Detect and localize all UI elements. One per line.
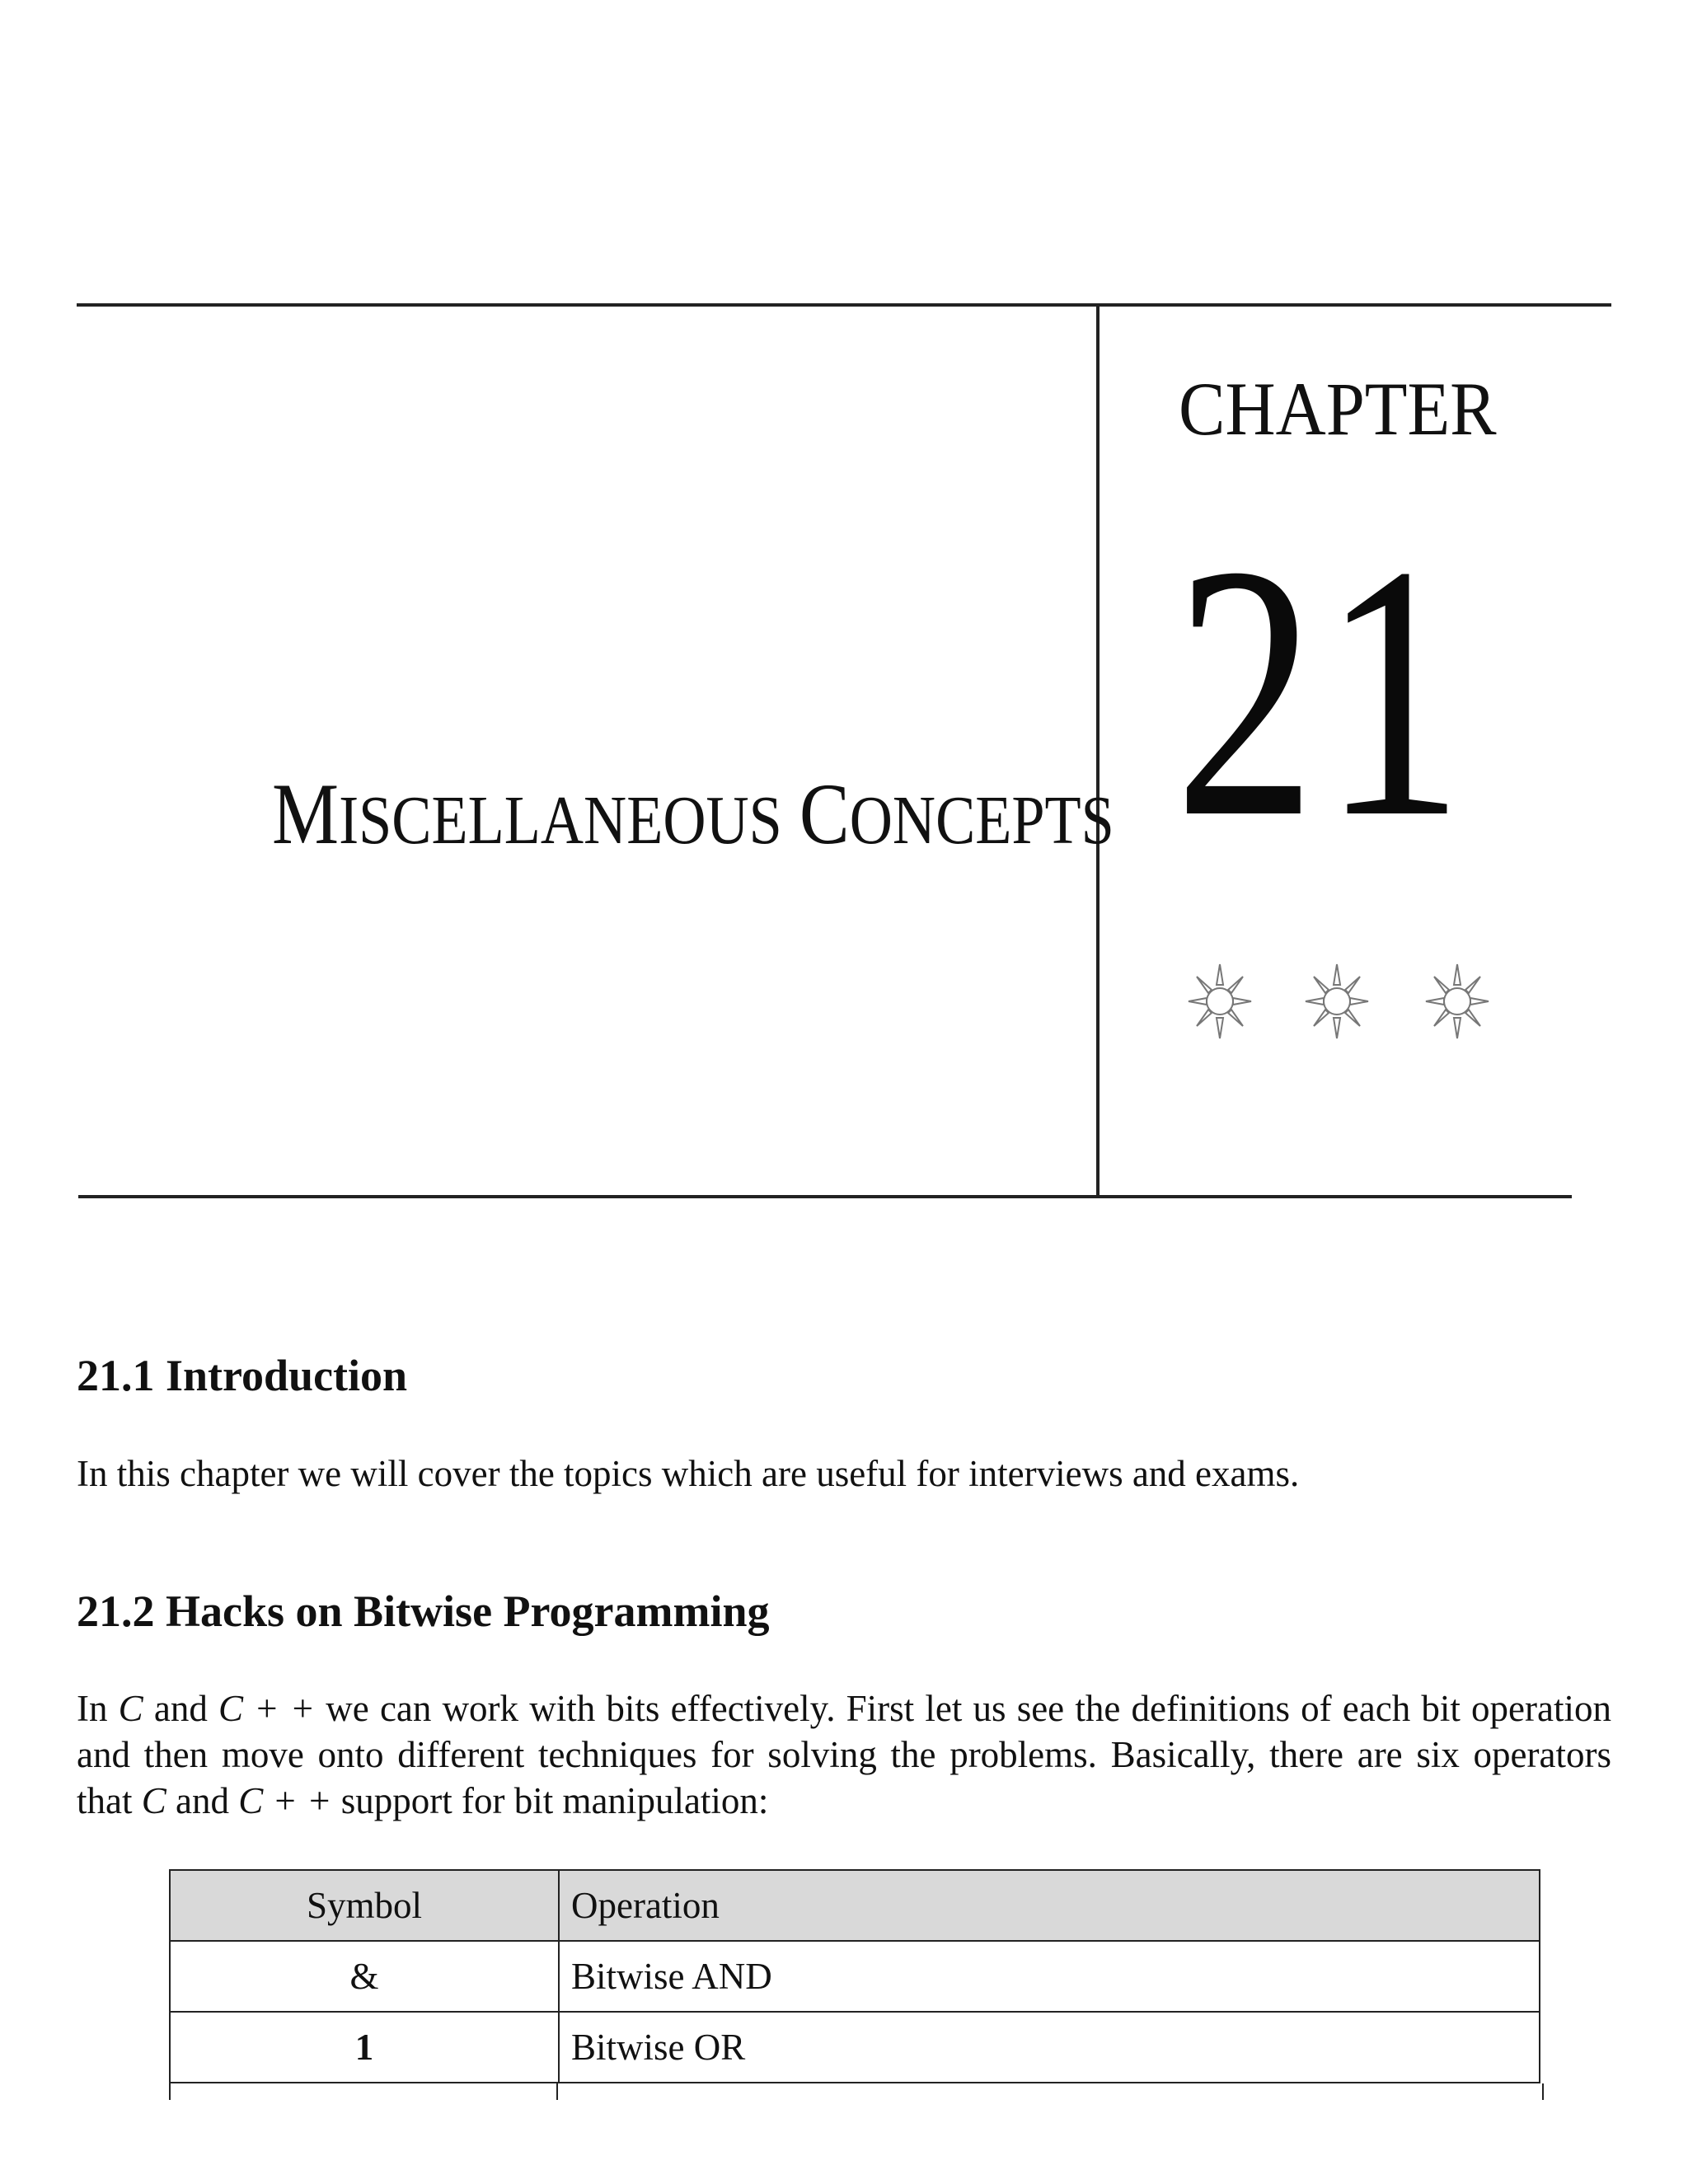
table-cell-operation: Bitwise AND [559,1941,1540,2012]
table-header-row [170,1870,1540,1941]
text-run: In [77,1688,119,1729]
text-run: and [166,1780,239,1821]
sun-ornament-icon [1304,960,1370,1043]
table-cell-operation: Bitwise OR [559,2012,1540,2083]
chapter-rule-top [77,303,1611,307]
language-name: C + + [238,1780,332,1821]
language-name: C [141,1780,166,1821]
section-paragraph-introduction: In this chapter we will cover the topics which are useful for interviews and exams. [77,1453,1300,1494]
sun-ornament-icon [1187,960,1253,1043]
chapter-title [272,766,1114,862]
table-header-operation: Operation [559,1870,1540,1941]
section-heading-bitwise: 21.2 Hacks on Bitwise Programming [77,1586,770,1636]
sun-ornament-icon [1424,960,1490,1043]
table-cell-symbol: 1 [170,2012,559,2083]
table-row [170,1941,1540,2012]
chapter-ornaments [1187,960,1500,1051]
text-run: support for bit manipulation: [331,1780,769,1821]
chapter-title-cap-2: C [799,766,850,862]
chapter-rule-divider [1096,303,1100,1198]
section-paragraph-bitwise [77,1685,1611,1824]
language-name: C + + [218,1688,316,1729]
bitwise-operators-table [169,1869,1540,2083]
text-run: and [143,1688,219,1729]
chapter-title-cap-1: M [272,766,340,862]
table-continuation [169,2083,1544,2100]
chapter-title-word-2: ONCEPTS [849,782,1114,859]
section-heading-introduction: 21.1 Introduction [77,1351,408,1400]
table-cell-symbol: & [170,1941,559,2012]
table-row [170,2012,1540,2083]
language-name: C [118,1688,143,1729]
chapter-title-word-1: ISCELLANEOUS [339,782,782,859]
table-header-symbol: Symbol [170,1870,559,1941]
chapter-rule-bottom [78,1195,1572,1198]
chapter-number: 21 [1175,491,1470,893]
chapter-label: CHAPTER [1179,367,1497,451]
text-run: we can work with bits effectively. First let us see the definitions of each bit operation and then move onto different techniques for solving the problems. Basically, there are six operators that [77,1688,1611,1821]
